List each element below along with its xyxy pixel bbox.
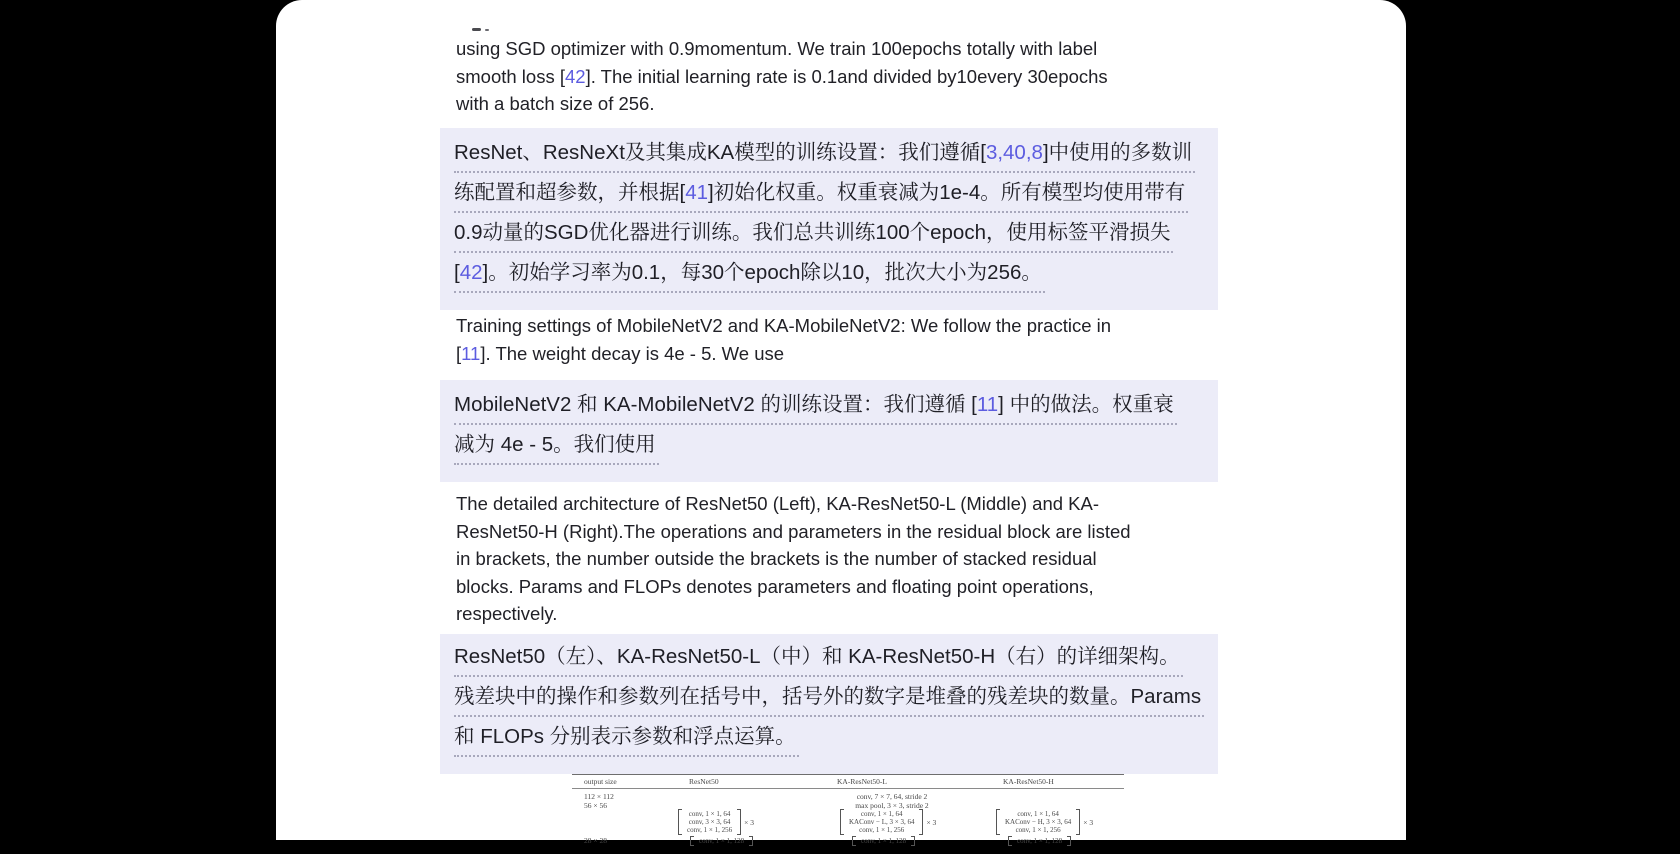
table-cell-stem-conv: conv, 7 × 7, 64, stride 2 [856, 792, 928, 801]
embedded-architecture-table [572, 774, 1124, 854]
text-line: [11]. The weight decay is 4e - 5. We use [456, 342, 785, 364]
table-header-ka-resnet50-h: KA-ResNet50-H [1003, 777, 1054, 786]
table-header-output-size: output size [584, 777, 617, 786]
block-line: conv, 1 × 1, 64 [860, 810, 903, 818]
text-line: 减为 4e - 5。我们使用 [454, 430, 1206, 470]
block-line: conv, 1 × 1, 128 [1017, 837, 1063, 845]
text-line: 0.9动量的SGD优化器进行训练。我们总共训练100个epoch，使用标签平滑损失 [454, 218, 1206, 258]
table-top-rule [572, 774, 1124, 775]
text-line: Training settings of MobileNetV2 and KA-MobileNetV2: We follow the practice in [456, 315, 1112, 336]
citation-link[interactable]: 3,40,8 [985, 141, 1043, 164]
ka-resnet50-l-residual-block [840, 809, 936, 835]
bracket-left [840, 809, 844, 835]
block-line: conv, 1 × 1, 128 [861, 837, 907, 845]
block-line: conv, 1 × 1, 256 [687, 826, 733, 834]
block-line: conv, 3 × 3, 64 [688, 818, 731, 826]
block-line: KAConv − L, 3 × 3, 64 [849, 818, 915, 826]
clipped-text-remnant [472, 28, 481, 31]
bracket-left [852, 836, 856, 846]
translated-paragraph-architecture-caption[interactable] [440, 634, 1218, 774]
block-multiplier: × 3 [1083, 817, 1094, 827]
table-cell-output-size: 56 × 56 [584, 801, 607, 810]
text-line: using SGD optimizer with 0.9momentum. We train 100epochs totally with label [456, 38, 1098, 59]
partial-residual-block [1008, 836, 1071, 846]
text-line: 练配置和超参数，并根据[41]初始化权重。权重衰减为1e-4。所有模型均使用带有 [454, 178, 1206, 218]
block-multiplier: × 3 [744, 817, 754, 827]
citation-link[interactable]: 42 [565, 65, 586, 87]
text-line: smooth loss [42]. The initial learning rate is 0.1and divided by10every 30epochs [456, 65, 1108, 87]
text-line: 和 FLOPs 分别表示参数和浮点运算。 [454, 722, 1206, 762]
source-paragraph-mobilenet-settings [456, 312, 1236, 367]
citation-link[interactable]: 11 [976, 393, 999, 416]
text-line: ResNet50（左）、KA-ResNet50-L（中）和 KA-ResNet50-H（右）的详细架构。 [454, 642, 1206, 682]
resnet50-residual-block [678, 809, 754, 835]
block-line: KAConv − H, 3 × 3, 64 [1005, 818, 1072, 826]
table-header-ka-resnet50-l: KA-ResNet50-L [837, 777, 887, 786]
block-line: conv, 1 × 1, 256 [859, 826, 905, 834]
partial-residual-block [852, 836, 915, 846]
text-line: ResNet、ResNeXt及其集成KA模型的训练设置：我们遵循[3,40,8]中使用的多数训 [454, 138, 1206, 178]
text-line: 残差块中的操作和参数列在括号中，括号外的数字是堆叠的残差块的数量。Params [454, 682, 1206, 722]
text-line: ResNet50-H (Right).The operations and parameters in the residual block are listed [456, 520, 1131, 542]
block-line: conv, 1 × 1, 128 [699, 837, 745, 845]
text-line: The detailed architecture of ResNet50 (Left), KA-ResNet50-L (Middle) and KA- [456, 493, 1100, 514]
bracket-right [919, 809, 923, 835]
text-line: MobileNetV2 和 KA-MobileNetV2 的训练设置：我们遵循 [11] 中的做法。权重衰 [454, 390, 1206, 430]
table-cell-output-size: 112 × 112 [584, 792, 614, 801]
text-line: blocks. Params and FLOPs denotes parameters and floating point operations, [456, 575, 1094, 597]
block-multiplier: × 3 [926, 817, 937, 827]
table-cell-output-size-partial: 28 × 28 [584, 836, 607, 845]
bracket-left [1008, 836, 1012, 846]
ka-resnet50-h-residual-block [996, 809, 1093, 835]
bracket-right [911, 836, 915, 846]
citation-link[interactable]: 41 [685, 181, 709, 204]
bracket-left [996, 809, 1000, 835]
citation-link[interactable]: 11 [461, 342, 481, 364]
translated-paragraph-mobilenet-settings[interactable] [440, 380, 1218, 482]
source-paragraph-training-sgd [456, 35, 1236, 118]
partial-residual-block [690, 836, 753, 846]
block-line: conv, 1 × 1, 256 [1015, 826, 1061, 834]
source-paragraph-architecture-caption [456, 490, 1236, 628]
text-line: with a batch size of 256. [456, 93, 655, 114]
clipped-text-remnant [485, 29, 489, 31]
document-card [276, 0, 1406, 845]
bracket-right [749, 836, 753, 846]
bracket-left [678, 809, 682, 835]
text-line: in brackets, the number outside the brackets is the number of stacked residual [456, 548, 1097, 569]
block-line: conv, 1 × 1, 64 [1017, 810, 1059, 818]
bracket-right [1076, 809, 1080, 835]
bracket-left [690, 836, 694, 846]
text-line: [42]。初始学习率为0.1，每30个epoch除以10，批次大小为256。 [454, 258, 1206, 298]
table-header-resnet50: ResNet50 [689, 777, 719, 786]
translated-paragraph-resnet-settings[interactable] [440, 128, 1218, 310]
table-header-rule [572, 788, 1124, 789]
text-line: respectively. [456, 603, 558, 624]
citation-link[interactable]: 42 [459, 261, 483, 284]
bracket-right [737, 809, 741, 835]
block-line: conv, 1 × 1, 64 [688, 810, 731, 818]
bracket-right [1067, 836, 1071, 846]
table-cell-stem-pool: max pool, 3 × 3, stride 2 [855, 801, 929, 810]
